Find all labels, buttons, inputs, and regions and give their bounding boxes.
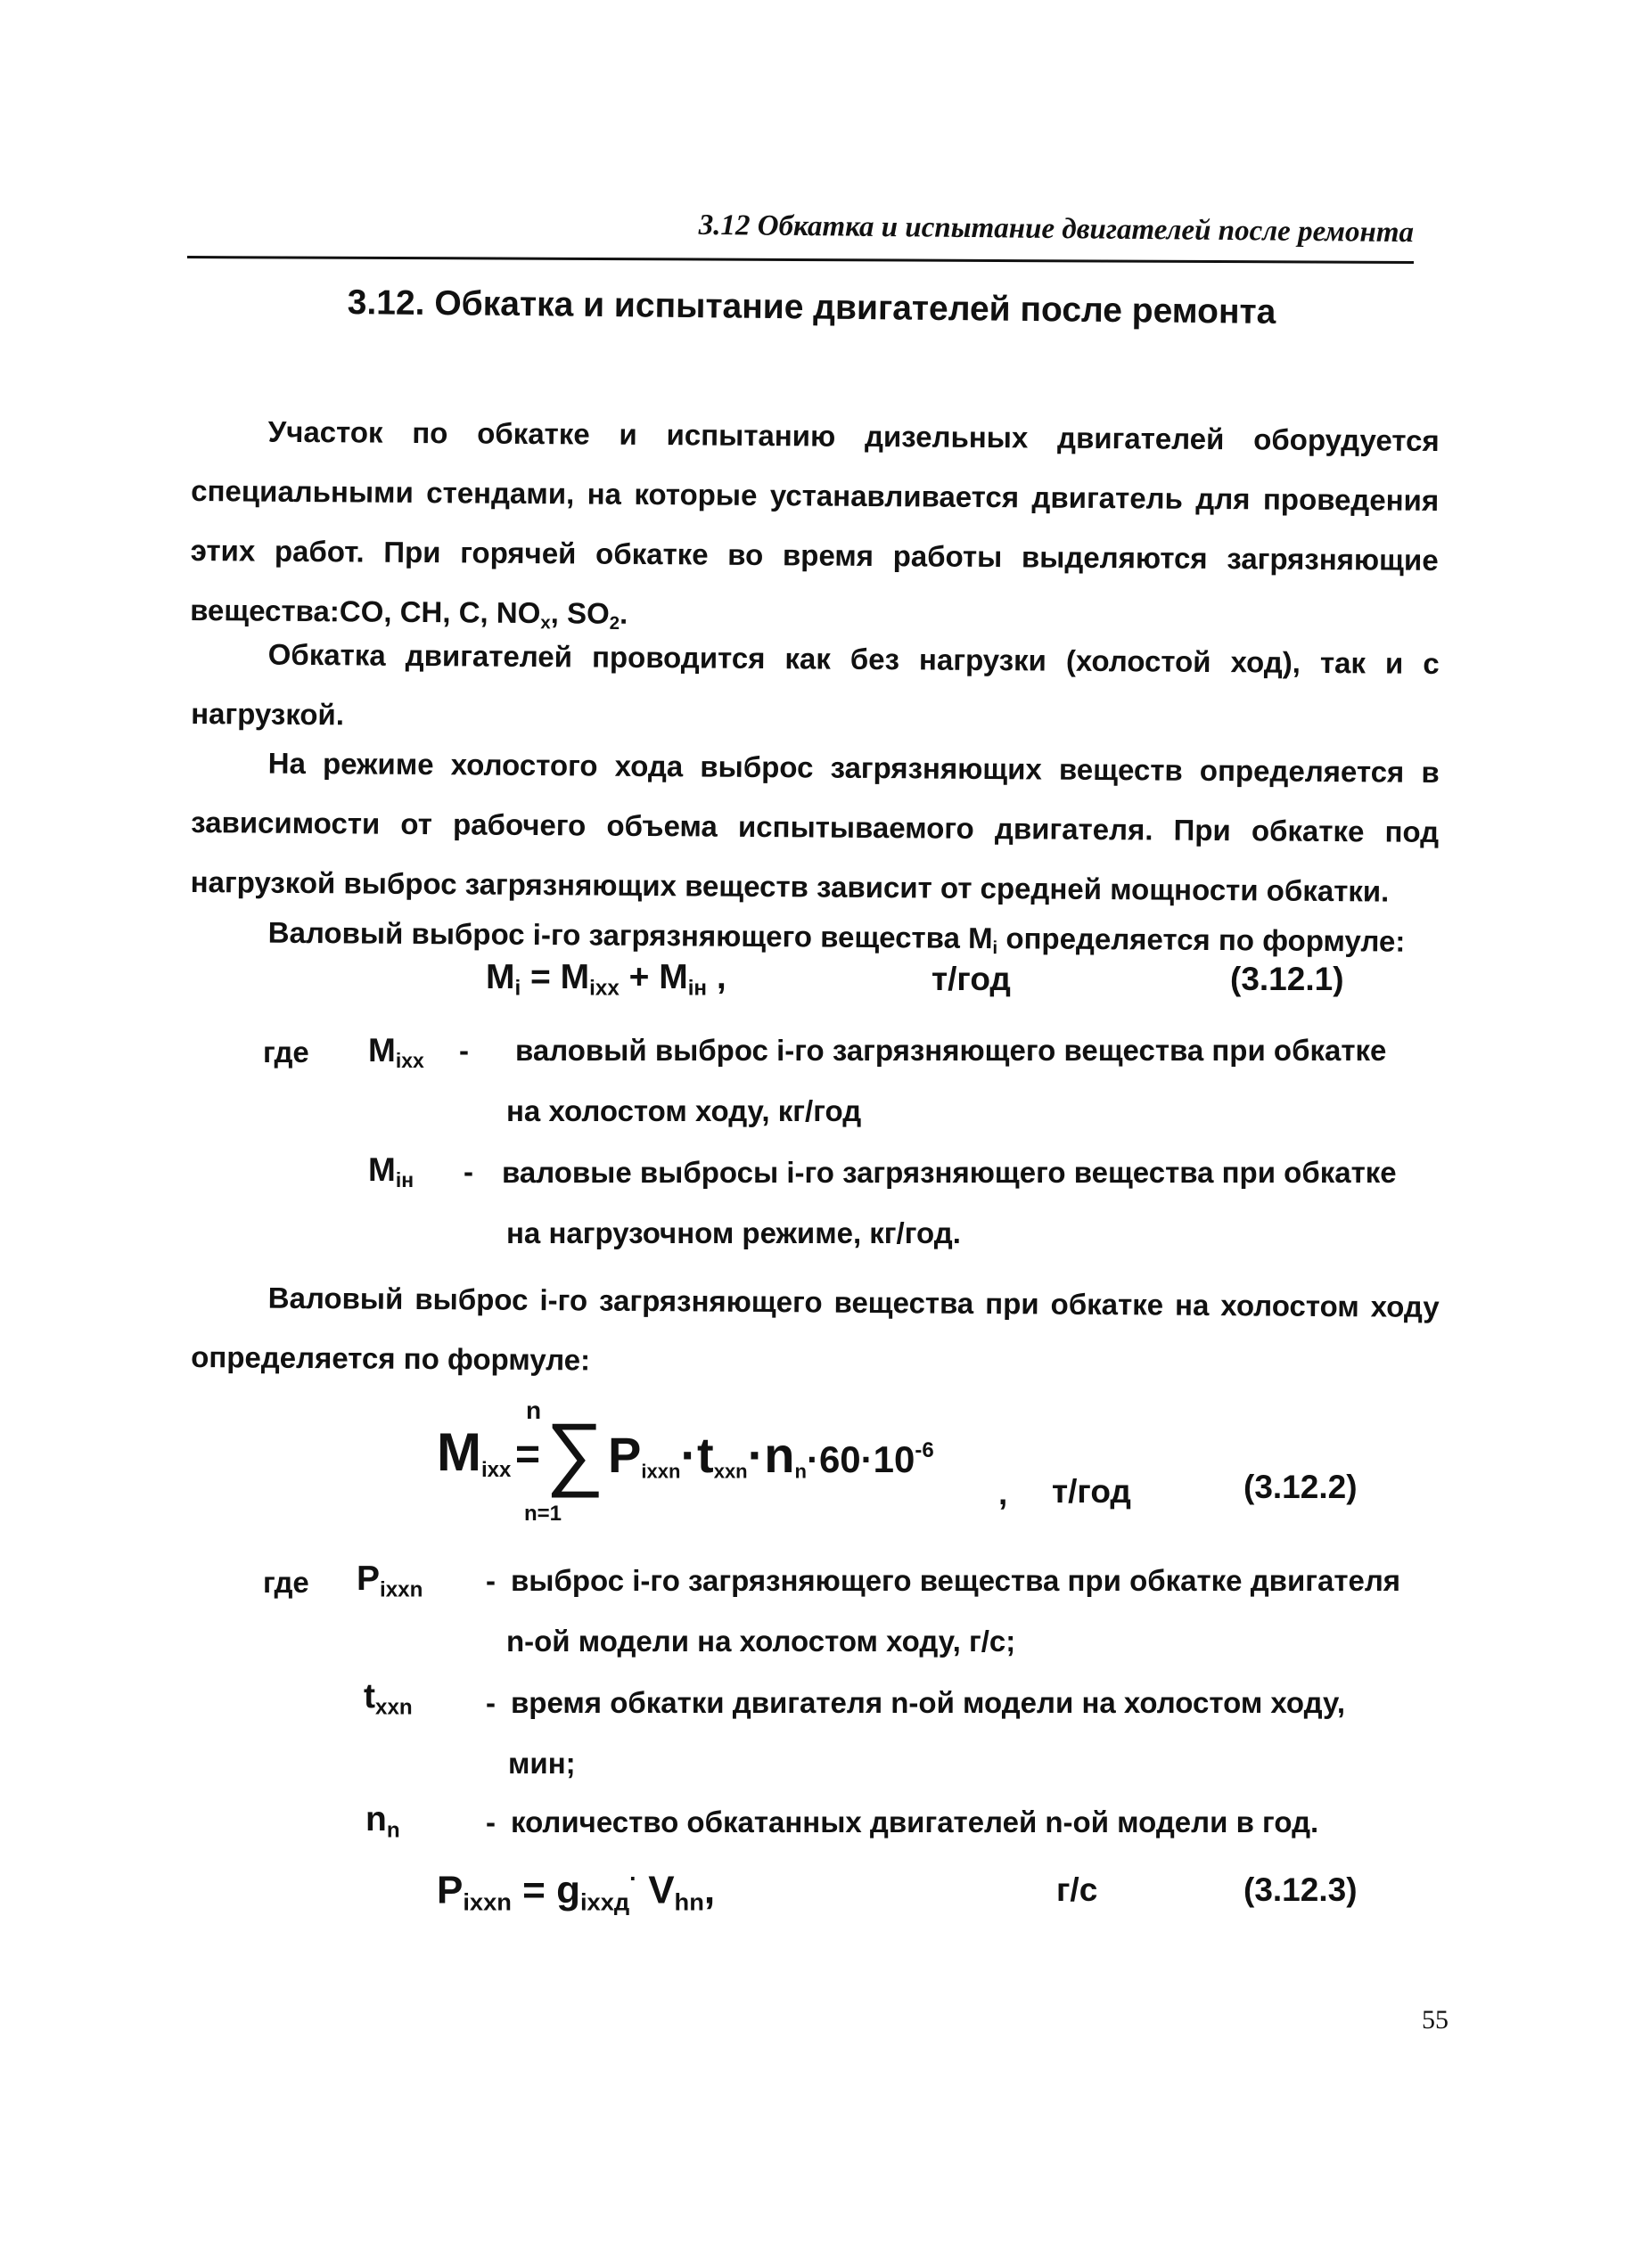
paragraph-gross-sub: i	[992, 937, 998, 959]
defs1-m1-text-line1: валовый выброс i-го загрязняющего вещества при обкатке	[515, 1034, 1387, 1067]
formula2-lhs-sym: M	[437, 1422, 481, 1482]
formula2-units: т/год	[1052, 1473, 1131, 1510]
formula2-dot1: ·	[680, 1427, 698, 1483]
defs2-p-sub: ixxn	[380, 1577, 423, 1602]
formula2-t: t	[697, 1427, 714, 1483]
formula2-body	[608, 1426, 934, 1484]
formula1-number: (3.12.1)	[1230, 961, 1344, 997]
formula2-eq: =	[515, 1431, 541, 1478]
defs2-where: где	[263, 1566, 309, 1599]
formula3-comma: ,	[703, 1868, 716, 1912]
defs1-m2-text-line2: на нагрузочном режиме, кг/год.	[506, 1216, 961, 1249]
defs1-where: где	[263, 1036, 309, 1068]
page-number: 55	[1422, 2005, 1449, 2035]
defs2-t-sym: t	[364, 1677, 375, 1715]
formula2-p-sub: ixxn	[641, 1460, 681, 1483]
section-title: 3.12. Обкатка и испытание двигателей после ремонта	[347, 283, 1276, 332]
defs2-t-symbol	[364, 1677, 413, 1720]
formula2-t-sub: xxn	[713, 1460, 748, 1483]
paragraph-gross-after: определяется по формуле:	[997, 921, 1406, 958]
defs1-m2-sub: iн	[395, 1167, 414, 1191]
formula2-n-sub: n	[794, 1460, 807, 1483]
defs1-m1-sym: M	[368, 1032, 396, 1068]
defs2-n-sub: n	[386, 1818, 400, 1843]
formula2-lower-limit: n=1	[524, 1502, 562, 1526]
paragraph-gross-before: Валовый выброс i-го загрязняющего вещества M	[267, 915, 993, 955]
formula1-comma: ,	[707, 958, 726, 996]
defs2-p-text-line1: выброс i-го загрязняющего вещества при обкатке двигателя	[511, 1564, 1401, 1597]
defs1-m1-symbol	[368, 1032, 424, 1073]
defs2-t-sub: xxn	[375, 1695, 413, 1720]
running-header: 3.12 Обкатка и испытание двигателей после ремонта	[698, 209, 1415, 250]
formula3-units: г/с	[1056, 1871, 1098, 1908]
header-rule	[187, 256, 1414, 264]
formula2-exp: -6	[915, 1438, 934, 1463]
summation-icon: ∑	[546, 1407, 604, 1498]
defs2-t-dash: -	[486, 1686, 496, 1719]
paragraph-modes: Обкатка двигателей проводится как без нагрузки (холостой ход), так и с нагрузкой.	[191, 637, 1440, 732]
formula2-upper-limit: n	[526, 1396, 542, 1424]
formula1-units: т/год	[932, 961, 1011, 997]
formula1-lhs-sub: i	[514, 976, 521, 1001]
formula3-lhs-sub: ixxn	[463, 1887, 512, 1916]
paragraph-idle: На режиме холостого хода выброс загрязняющих веществ определяется в зависимости от рабочего объема испытываемого двигателя. При обкатке под нагрузкой выброс загрязняющих веществ зависит от средней мощности обкатки.	[190, 746, 1440, 908]
formula2-number: (3.12.2)	[1243, 1469, 1358, 1505]
formula3-eq: = g	[511, 1868, 580, 1912]
formula2-dot2: ·	[747, 1427, 765, 1483]
paragraph-intro-text: Участок по обкатке и испытанию дизельных двигателей оборудуется специальными стендами, на которые устанавливается двигатель для проведения этих работ. При горячей обкатке во время работы выделяются загрязняющие вещества:CO, CH, C, NO	[190, 414, 1440, 630]
nox-subscript: x	[540, 612, 551, 634]
defs2-t-text-line1: время обкатки двигателя n-ой модели на холостом ходу,	[511, 1686, 1346, 1719]
paragraph-intro-end: .	[619, 596, 628, 630]
defs2-n-text-line1: количество обкатанных двигателей n-ой модели в год.	[511, 1805, 1319, 1838]
formula1-plus: + M	[619, 958, 688, 996]
paragraph-idle-formula: Валовый выброс i-го загрязняющего вещества при обкатке на холостом ходу определяется по формуле:	[191, 1281, 1440, 1377]
formula2-comma: ,	[998, 1475, 1008, 1511]
defs2-t-text-line2: мин;	[508, 1747, 576, 1780]
defs2-p-text-line2: n-ой модели на холостом ходу, г/с;	[506, 1625, 1016, 1658]
defs1-m2-dash: -	[464, 1155, 473, 1188]
formula2-n: n	[764, 1427, 795, 1483]
formula3-v: V	[636, 1868, 675, 1912]
formula2-tail: ·60·10	[806, 1438, 915, 1480]
defs1-m2-sym: M	[368, 1151, 396, 1188]
so2-text: , SO	[550, 596, 610, 630]
defs2-p-dash: -	[486, 1564, 496, 1597]
formula2-lhs	[437, 1421, 511, 1483]
defs1-m2-symbol	[368, 1151, 414, 1192]
defs1-m1-text-line2: на холостом ходу, кг/год	[506, 1094, 862, 1127]
formula2-lhs-sub: ixx	[480, 1458, 512, 1483]
formula3-lhs: P	[437, 1868, 464, 1912]
defs2-n-dash: -	[486, 1805, 496, 1838]
defs2-p-sym: P	[357, 1560, 381, 1598]
formula1-t1-sub: ixx	[589, 976, 620, 1001]
so2-subscript: 2	[609, 612, 620, 634]
paragraph-intro	[190, 401, 1440, 659]
defs2-n-sym: n	[365, 1800, 387, 1838]
defs1-m2-text-line1: валовые выбросы i-го загрязняющего вещества при обкатке	[502, 1156, 1397, 1189]
formula3-number: (3.12.3)	[1243, 1871, 1358, 1908]
formula3-v-sub: hn	[674, 1887, 704, 1916]
defs1-m1-sub: ixx	[395, 1048, 424, 1072]
formula1-eq: = M	[521, 958, 590, 996]
formula-3-12-3	[437, 1865, 715, 1917]
formula1-t2-sub: iн	[687, 976, 708, 1001]
formula1-lhs: M	[486, 958, 515, 996]
formula2-p: P	[608, 1427, 642, 1483]
defs1-m1-dash: -	[459, 1034, 469, 1067]
defs2-p-symbol	[357, 1560, 423, 1602]
defs2-n-symbol	[365, 1800, 400, 1843]
formula3-g-sub: ixxд	[579, 1887, 630, 1916]
formula3-dot: ·	[629, 1865, 637, 1892]
formula-3-12-1	[486, 958, 726, 1001]
